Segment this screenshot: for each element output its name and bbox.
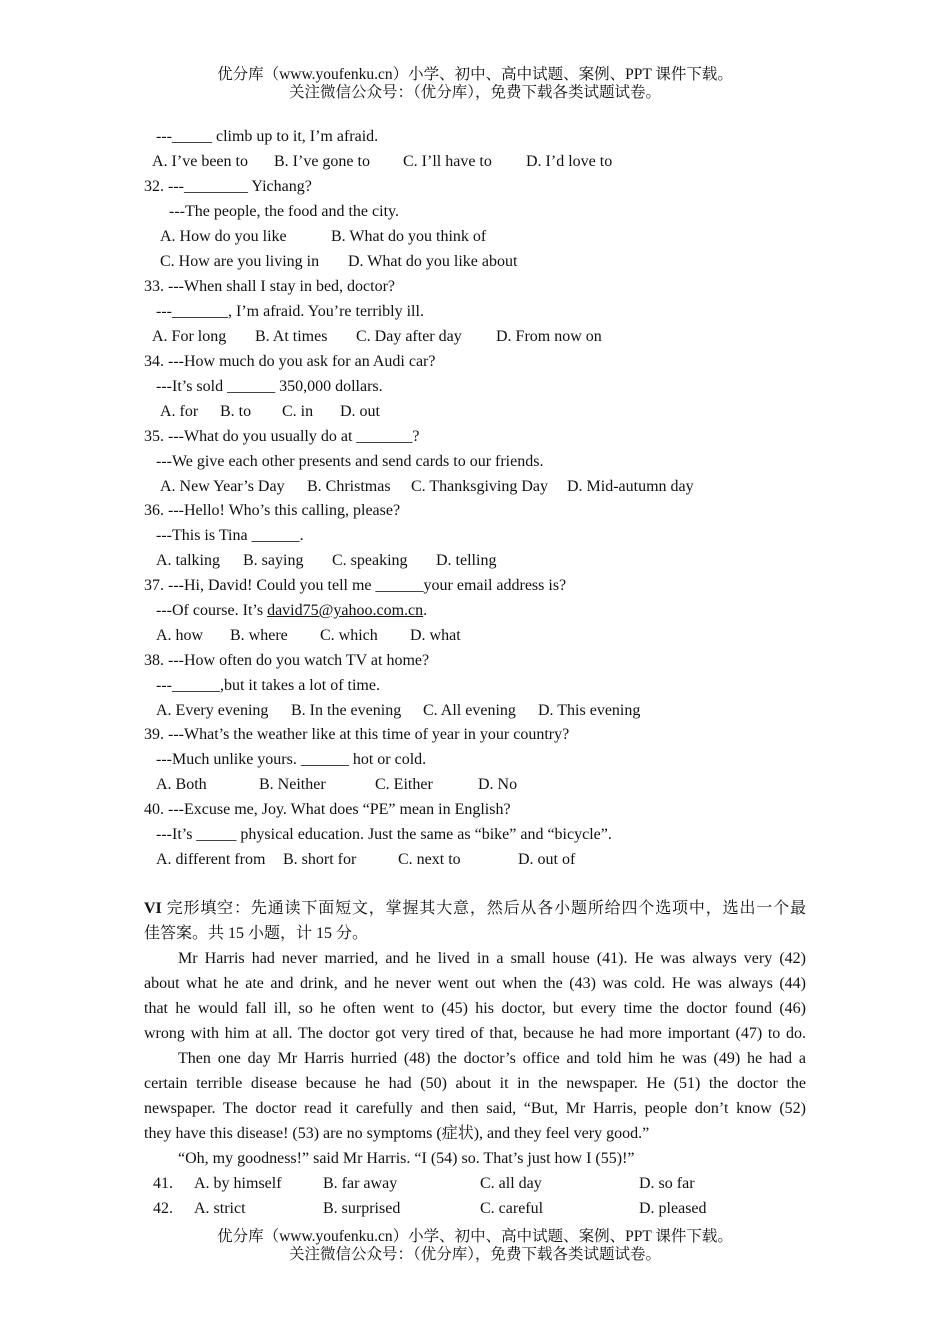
q32-option-c: C. How are you living in [160,253,320,270]
header-line-2: 关注微信公众号：（优分库），免费下载各类试题试卷。 [288,84,661,101]
q40-option-c: C. next to [398,851,461,868]
q31-option-c: C. I’ll have to [403,153,492,170]
q33-option-d: D. From now on [496,328,602,345]
q34-option-c: C. in [282,403,314,420]
q39-stem: 39. ---What’s the weather like at this time of year in your country? [144,726,570,743]
q33-answer-line: ---_______, I’m afraid. You’re terribly ill. [156,303,424,320]
q38-option-c: C. All evening [423,702,516,719]
q32-answer-line: ---The people, the food and the city. [169,203,399,220]
q31-option-a: A. I’ve been to [152,153,248,170]
cloze-42-number: 42. [153,1200,173,1217]
q36-option-c: C. speaking [332,552,408,569]
q33-option-a: A. For long [152,328,227,345]
q35-stem: 35. ---What do you usually do at _______? [144,428,420,445]
q31-answer-line: ---_____ climb up to it, I’m afraid. [156,128,379,145]
email-link[interactable]: david75@yahoo.com.cn [267,602,424,619]
section-instructions-line-1: VI 完形填空：先通读下面短文，掌握其大意，然后从各小题所给四个选项中，选出一个最 [144,900,806,917]
q32-stem: 32. ---________ Yichang? [144,178,312,195]
cloze-41-option-d: D. so far [639,1175,695,1192]
cloze-41-option-a: A. by himself [194,1175,282,1192]
header-line-1: 优分库（www.youfenku.cn）小学、初中、高中试题、案例、PPT 课件下载。 [217,66,733,83]
passage-p2-line-3: newspaper. The doctor read it carefully and then said, “But, Mr Harris, people don’t know (52) [144,1100,806,1117]
q35-answer-line: ---We give each other presents and send cards to our friends. [156,453,544,470]
passage-p1-line-1: Mr Harris had never married, and he lived in a small house (41). He was always very (42) [178,950,806,967]
q31-option-b: B. I’ve gone to [274,153,370,170]
q35-option-b: B. Christmas [307,478,391,495]
section-instructions-line-2: 佳答案。共 15 小题，计 15 分。 [144,925,369,942]
passage-p3: “Oh, my goodness!” said Mr Harris. “I (54) so. That’s just how I (55)!” [178,1150,635,1167]
q36-answer-line: ---This is Tina ______. [156,527,304,544]
passage-p2-line-1: Then one day Mr Harris hurried (48) the doctor’s office and told him he was (49) he had a [178,1050,806,1067]
q34-option-d: D. out [340,403,380,420]
q38-answer-line: ---______,but it takes a lot of time. [156,677,380,694]
passage-p2-line-2: certain terrible disease because he had (50) about it in the newspaper. He (51) the doctor the [144,1075,806,1092]
q37-option-b: B. where [230,627,288,644]
q35-option-c: C. Thanksgiving Day [411,478,549,495]
q33-option-b: B. At times [255,328,328,345]
cloze-41-option-b: B. far away [323,1175,398,1192]
q34-option-a: A. for [160,403,199,420]
q37-answer-line [156,601,427,621]
q37-answer-prefix: ---Of course. It’s [156,602,268,619]
q33-option-c: C. Day after day [356,328,462,345]
q38-option-b: B. In the evening [291,702,402,719]
cloze-42-option-c: C. careful [480,1200,544,1217]
cloze-42-option-d: D. pleased [639,1200,707,1217]
q37-option-d: D. what [410,627,461,644]
q34-option-b: B. to [220,403,252,420]
section-numeral: VI [144,900,162,917]
q38-stem: 38. ---How often do you watch TV at home? [144,652,430,669]
q36-option-d: D. telling [436,552,497,569]
cloze-42-option-b: B. surprised [323,1200,401,1217]
q32-option-d: D. What do you like about [348,253,518,270]
q34-stem: 34. ---How much do you ask for an Audi car? [144,353,436,370]
q40-option-b: B. short for [283,851,357,868]
q33-stem: 33. ---When shall I stay in bed, doctor? [144,278,396,295]
q37-stem: 37. ---Hi, David! Could you tell me ______your email address is? [144,577,567,594]
cloze-42-option-a: A. strict [194,1200,246,1217]
q39-option-c: C. Either [375,776,433,793]
passage-p2-line-4: they have this disease! (53) are no symptoms (症状), and they feel very good.” [144,1125,650,1142]
footer-line-1: 优分库（www.youfenku.cn）小学、初中、高中试题、案例、PPT 课件下载。 [217,1228,733,1245]
footer-line-2: 关注微信公众号：（优分库），免费下载各类试题试卷。 [288,1246,661,1263]
page-header [0,66,950,102]
q34-answer-line: ---It’s sold ______ 350,000 dollars. [156,378,383,395]
passage-p1-line-4: wrong with him at all. The doctor got very tired of that, because he had more important (47) to do. [144,1025,806,1042]
q35-option-d: D. Mid-autumn day [567,478,694,495]
q39-option-b: B. Neither [259,776,326,793]
q40-option-d: D. out of [518,851,576,868]
q38-option-a: A. Every evening [156,702,269,719]
q37-option-c: C. which [320,627,378,644]
q36-stem: 36. ---Hello! Who’s this calling, please? [144,502,401,519]
q38-option-d: D. This evening [538,702,641,719]
q37-answer-suffix: . [423,602,428,619]
q40-answer-line: ---It’s _____ physical education. Just the same as “bike” and “bicycle”. [156,826,612,843]
q36-option-a: A. talking [156,552,220,569]
cloze-41-option-c: C. all day [480,1175,542,1192]
passage-p1-line-3: that he would fall ill, so he often went to (45) his doctor, but every time the doctor found (46) [144,1000,806,1017]
q32-option-b: B. What do you think of [331,228,487,245]
q40-stem: 40. ---Excuse me, Joy. What does “PE” mean in English? [144,801,511,818]
q39-option-a: A. Both [156,776,207,793]
q40-option-a: A. different from [156,851,266,868]
q37-option-a: A. how [156,627,204,644]
q36-option-b: B. saying [243,552,304,569]
cloze-41-number: 41. [153,1175,173,1192]
q31-option-d: D. I’d love to [526,153,613,170]
q39-option-d: D. No [478,776,518,793]
page-footer [0,1228,950,1264]
q35-option-a: A. New Year’s Day [160,478,285,495]
q32-option-a: A. How do you like [160,228,287,245]
q39-answer-line: ---Much unlike yours. ______ hot or cold. [156,751,427,768]
passage-p1-line-2: about what he ate and drink, and he never went out when the (43) was cold. He was always (44) [144,975,806,992]
